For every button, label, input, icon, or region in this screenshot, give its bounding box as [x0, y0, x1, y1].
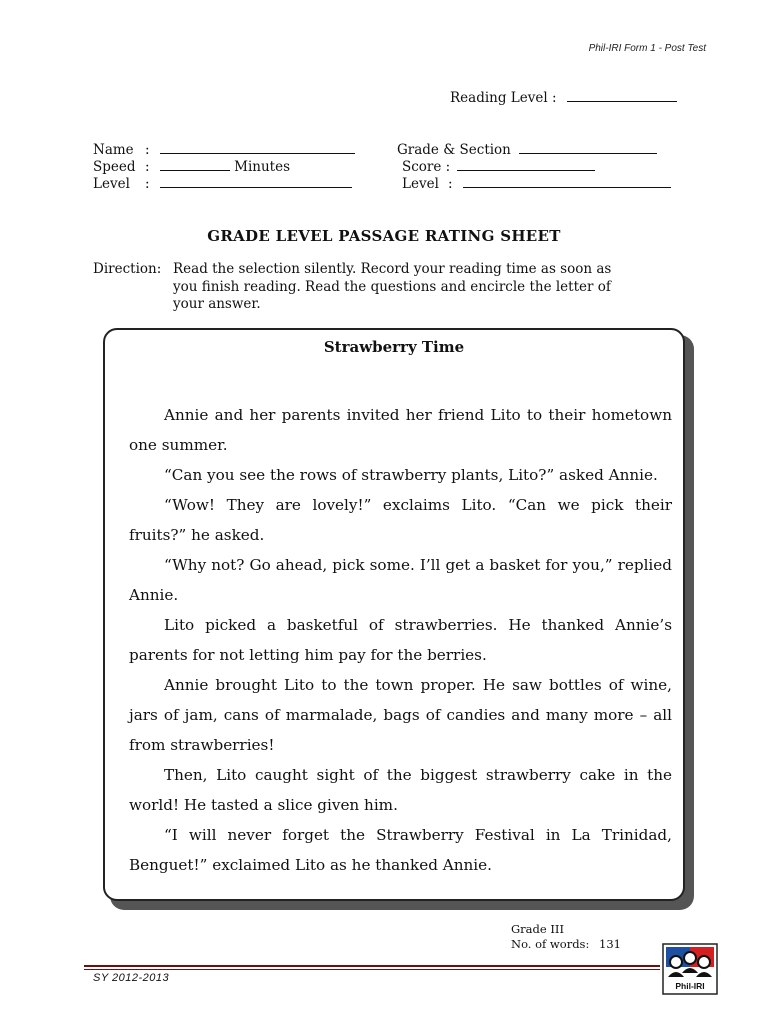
story-paragraph: Lito picked a basketful of strawberries. He thanked Annie’s parents for not letting him pay for the berries.: [129, 616, 672, 664]
phil-iri-logo-icon: [662, 943, 718, 995]
school-year: SY 2012-2013: [93, 972, 170, 984]
grade-label: Grade III: [511, 922, 564, 936]
story-paragraph: Annie brought Lito to the town proper. He saw bottles of wine, jars of jam, cans of marmalade, bags of candies and many more – all from strawberries!: [129, 676, 672, 754]
speed-blank[interactable]: [160, 157, 230, 171]
direction-label: Direction:: [93, 261, 162, 277]
level-label: Level: [93, 176, 130, 192]
speed-unit: Minutes: [234, 159, 291, 175]
grade-section-blank[interactable]: [519, 140, 657, 154]
story-paragraph: “Why not? Go ahead, pick some. I’ll get a basket for you,” replied Annie.: [129, 556, 672, 604]
speed-label: Speed: [93, 159, 136, 175]
direction-line-1: Read the selection silently. Record your reading time as soon as: [173, 261, 612, 277]
name-colon: :: [145, 142, 150, 158]
page-title: GRADE LEVEL PASSAGE RATING SHEET: [207, 227, 561, 245]
level2-colon: :: [448, 176, 453, 192]
story-paragraph: Then, Lito caught sight of the biggest strawberry cake in the world! He tasted a slice given him.: [129, 766, 672, 814]
name-label: Name: [93, 142, 134, 158]
story-paragraph: “Can you see the rows of strawberry plants, Lito?” asked Annie.: [164, 466, 658, 484]
name-field: [93, 140, 355, 158]
logo-text: Phil-IRI: [675, 981, 705, 991]
story-text: [129, 400, 672, 880]
level2-field: [402, 174, 671, 192]
level-blank[interactable]: [160, 174, 352, 188]
score-field: [402, 157, 595, 175]
form-label: Phil-IRI Form 1 - Post Test: [588, 43, 706, 54]
level2-label: Level: [402, 176, 439, 192]
direction-line-2: you finish reading. Read the questions and encircle the letter of: [173, 278, 611, 295]
word-count: [511, 937, 621, 951]
grade-section-label: Grade & Section: [397, 142, 511, 158]
score-label: Score :: [402, 159, 451, 175]
level-colon: :: [145, 176, 150, 192]
direction-line-3: your answer.: [173, 296, 261, 312]
speed-field: [93, 157, 290, 175]
story-paragraph: “Wow! They are lovely!” exclaims Lito. “Can we pick their fruits?” he asked.: [129, 496, 672, 544]
reading-level-blank[interactable]: [567, 88, 677, 102]
name-blank[interactable]: [160, 140, 355, 154]
level2-blank[interactable]: [463, 174, 671, 188]
level-field: [93, 174, 352, 192]
reading-level-label: Reading Level :: [450, 90, 557, 106]
story-title: Strawberry Time: [323, 338, 465, 356]
story-paragraph: Annie and her parents invited her friend Lito to their hometown one summer.: [129, 406, 672, 454]
score-blank[interactable]: [457, 157, 595, 171]
footer-rule: [84, 965, 660, 967]
word-count-value: 131: [599, 937, 621, 951]
speed-colon: :: [145, 159, 150, 175]
direction-block: [93, 261, 611, 314]
story-paragraph: “I will never forget the Strawberry Festival in La Trinidad, Benguet!” exclaimed Lito as he thanked Annie.: [129, 826, 672, 874]
reading-level-field: [450, 88, 677, 106]
footer-rule-thin: [84, 969, 660, 970]
word-count-label: No. of words:: [511, 937, 590, 951]
phil-iri-logo: [662, 943, 718, 995]
grade-section-field: [397, 140, 657, 158]
